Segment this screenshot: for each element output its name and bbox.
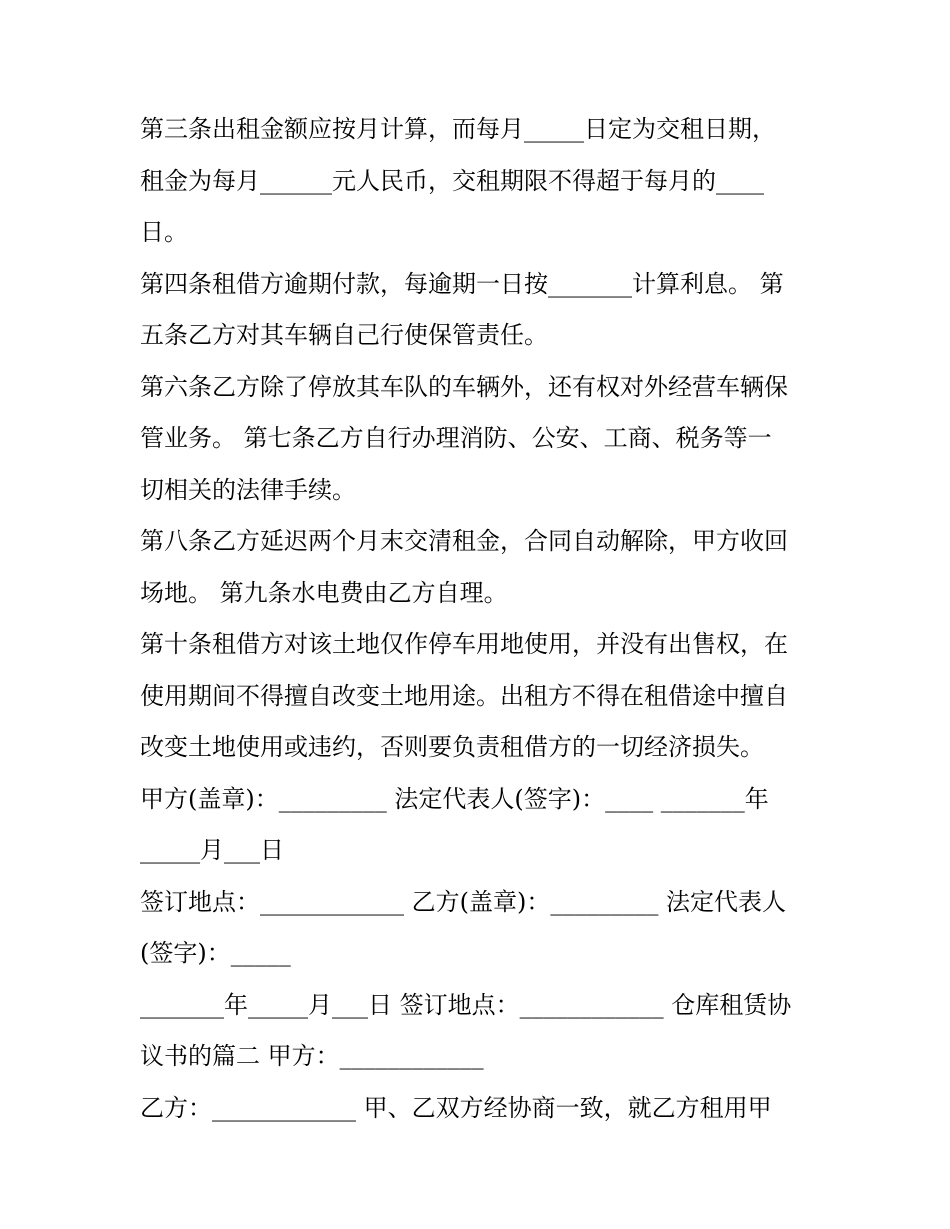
document-body (140, 104, 830, 1134)
text-line: 切相关的法律手续。 (140, 475, 356, 504)
text-line: 场地。 第九条水电费由乙方自理。 (140, 578, 508, 607)
text-line: 管业务。 第七条乙方自行办理消防、公安、工商、税务等一 (140, 424, 772, 452)
text-line: 五条乙方对其车辆自己行使保管责任。 (140, 321, 548, 349)
text-line: 第六条乙方除了停放其车队的车辆外，还有权对外经营车辆保 (140, 372, 788, 401)
text-line: _______年_____月___日 签订地点：____________ 仓库租赁协 (140, 990, 792, 1019)
text-line: 议书的篇二 甲方：____________ (140, 1042, 484, 1070)
text-line: 签订地点：____________ 乙方(盖章)：_________ 法定代表人 (140, 887, 786, 916)
text-line: 租金为每月______元人民币，交租期限不得超于每月的____ (140, 166, 764, 195)
text-line: 使用期间不得擅自改变土地用途。出租方不得在租借途中擅自 (140, 681, 788, 710)
text-line: 第四条租借方逾期付款，每逾期一日按_______计算利息。 第 (140, 269, 784, 298)
text-line: 第十条租借方对该土地仅作停车用地使用，并没有出售权，在 (140, 630, 788, 658)
text-line: 第三条出租金额应按月计算，而每月_____日定为交租日期， (140, 115, 776, 143)
text-line: _____月___日 (140, 836, 284, 864)
text-line: 第八条乙方延迟两个月末交清租金，合同自动解除，甲方收回 (140, 527, 788, 555)
text-line: 乙方：____________ 甲、乙双方经协商一致，就乙方租用甲 (140, 1093, 772, 1122)
text-line: 日。 (140, 218, 188, 246)
text-line: (签字)：_____ (140, 939, 291, 967)
text-line: 改变土地使用或违约，否则要负责租借方的一切经济损失。 (140, 733, 764, 761)
text-line: 甲方(盖章)：_________ 法定代表人(签字)：____ _______年 (140, 784, 769, 813)
